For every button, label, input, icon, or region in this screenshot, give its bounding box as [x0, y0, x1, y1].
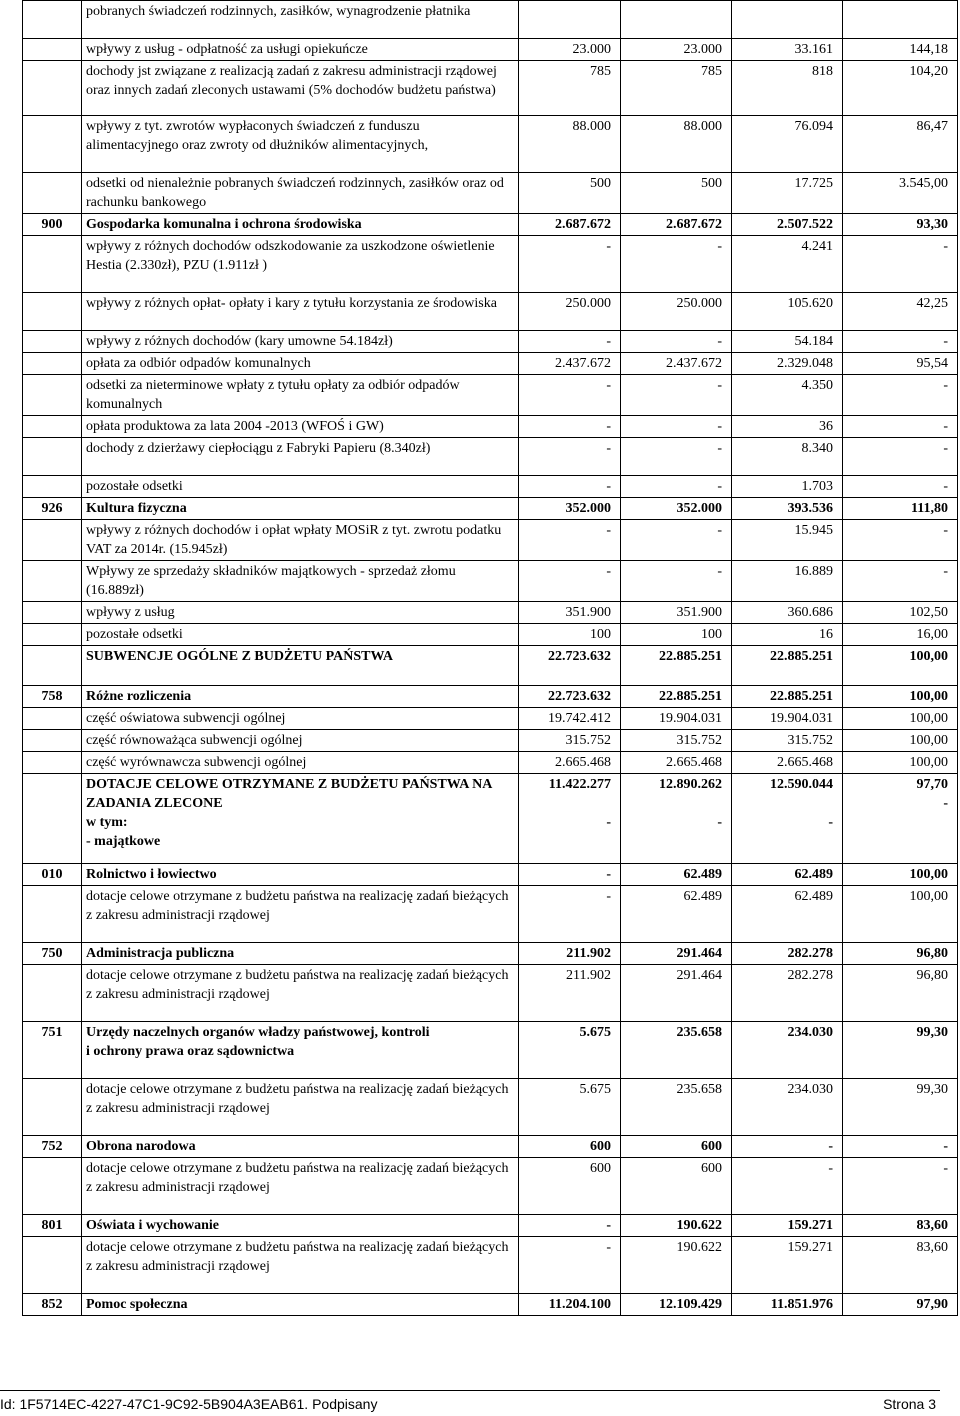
table-row	[23, 965, 958, 1022]
plan-after-changes-value: 62.489	[621, 886, 732, 943]
description: część oświatowa subwencji ogólnej	[82, 708, 519, 730]
description: opłata za odbiór odpadów komunalnych	[82, 353, 519, 375]
plan-after-changes-value: 600	[621, 1158, 732, 1215]
section-code	[23, 965, 82, 1022]
plan-value	[519, 1, 621, 39]
plan-value: -	[519, 236, 621, 293]
table-body	[23, 1, 958, 1316]
plan-after-changes-value: 291.464	[621, 943, 732, 965]
percent-value: 96,80	[843, 943, 958, 965]
table-row	[23, 1136, 958, 1158]
description: dotacje celowe otrzymane z budżetu państwa na realizację zadań bieżących z zakresu administracji rządowej	[82, 1158, 519, 1215]
execution-value: 1.703	[732, 476, 843, 498]
plan-after-changes-value: 190.622	[621, 1215, 732, 1237]
table-row	[23, 476, 958, 498]
execution-value: 360.686	[732, 602, 843, 624]
plan-value: 5.675	[519, 1079, 621, 1136]
percent-value: 99,30	[843, 1022, 958, 1079]
description: wpływy z usług - odpłatność za usługi opiekuńcze	[82, 39, 519, 61]
plan-value: 352.000	[519, 498, 621, 520]
description: dotacje celowe otrzymane z budżetu państwa na realizację zadań bieżących z zakresu administracji rządowej	[82, 1237, 519, 1294]
table-row	[23, 646, 958, 686]
plan-after-changes-value: 22.885.251	[621, 646, 732, 686]
percent-value: 100,00	[843, 752, 958, 774]
plan-after-changes-value: 500	[621, 173, 732, 214]
percent-value: 144,18	[843, 39, 958, 61]
plan-after-changes-value: 23.000	[621, 39, 732, 61]
execution-value: 2.665.468	[732, 752, 843, 774]
plan-value: 100	[519, 624, 621, 646]
plan-after-changes-value: 250.000	[621, 293, 732, 331]
table-row	[23, 1, 958, 39]
plan-value: 250.000	[519, 293, 621, 331]
plan-value: 11.422.277 -	[519, 774, 621, 864]
section-code	[23, 236, 82, 293]
percent-value: 97,90	[843, 1294, 958, 1316]
plan-value: -	[519, 561, 621, 602]
plan-after-changes-value: 2.437.672	[621, 353, 732, 375]
percent-value: 96,80	[843, 965, 958, 1022]
section-code	[23, 624, 82, 646]
plan-after-changes-value: -	[621, 331, 732, 353]
description: opłata produktowa za lata 2004 -2013 (WFOŚ i GW)	[82, 416, 519, 438]
percent-value: -	[843, 520, 958, 561]
description: wpływy z różnych dochodów odszkodowanie za uszkodzone oświetlenie Hestia (2.330zł), PZU (1.911zł )	[82, 236, 519, 293]
plan-after-changes-value: -	[621, 375, 732, 416]
execution-value: 17.725	[732, 173, 843, 214]
description: wpływy z różnych dochodów (kary umowne 54.184zł)	[82, 331, 519, 353]
section-code: 751	[23, 1022, 82, 1079]
plan-after-changes-value: 291.464	[621, 965, 732, 1022]
percent-value: 100,00	[843, 886, 958, 943]
description: Wpływy ze sprzedaży składników majątkowych - sprzedaż złomu (16.889zł)	[82, 561, 519, 602]
section-code: 852	[23, 1294, 82, 1316]
execution-value: 315.752	[732, 730, 843, 752]
description: Obrona narodowa	[82, 1136, 519, 1158]
percent-value: -	[843, 476, 958, 498]
table-row	[23, 1079, 958, 1136]
percent-value: -	[843, 331, 958, 353]
table-row	[23, 1022, 958, 1079]
execution-value: 54.184	[732, 331, 843, 353]
execution-value: 12.590.044 -	[732, 774, 843, 864]
plan-value: 2.687.672	[519, 214, 621, 236]
plan-after-changes-value	[621, 1, 732, 39]
section-code	[23, 438, 82, 476]
plan-after-changes-value: 22.885.251	[621, 686, 732, 708]
percent-value: 102,50	[843, 602, 958, 624]
execution-value: -	[732, 1158, 843, 1215]
description: wpływy z usług	[82, 602, 519, 624]
budget-revenue-table	[22, 0, 958, 1316]
percent-value: 100,00	[843, 646, 958, 686]
description: Gospodarka komunalna i ochrona środowiska	[82, 214, 519, 236]
plan-value: 5.675	[519, 1022, 621, 1079]
plan-value: 23.000	[519, 39, 621, 61]
execution-value: 33.161	[732, 39, 843, 61]
table-row	[23, 624, 958, 646]
execution-value: -	[732, 1136, 843, 1158]
percent-value: 95,54	[843, 353, 958, 375]
plan-after-changes-value: 351.900	[621, 602, 732, 624]
page-number: Strona 3	[883, 1396, 936, 1412]
execution-value: 2.507.522	[732, 214, 843, 236]
table-row	[23, 602, 958, 624]
percent-value: 42,25	[843, 293, 958, 331]
plan-after-changes-value: 88.000	[621, 116, 732, 173]
table-row	[23, 886, 958, 943]
table-row	[23, 438, 958, 476]
plan-value: -	[519, 476, 621, 498]
percent-value: 93,30	[843, 214, 958, 236]
plan-after-changes-value: -	[621, 561, 732, 602]
plan-value: 211.902	[519, 943, 621, 965]
table-row	[23, 293, 958, 331]
percent-value: 100,00	[843, 708, 958, 730]
plan-value: -	[519, 1237, 621, 1294]
table-row	[23, 1294, 958, 1316]
execution-value: 159.271	[732, 1237, 843, 1294]
percent-value: -	[843, 438, 958, 476]
execution-value: 11.851.976	[732, 1294, 843, 1316]
plan-after-changes-value: 62.489	[621, 864, 732, 886]
plan-after-changes-value: 100	[621, 624, 732, 646]
execution-value: 16	[732, 624, 843, 646]
table-row	[23, 774, 958, 864]
footer-divider	[0, 1390, 940, 1391]
description: wpływy z różnych dochodów i opłat wpłaty MOSiR z tyt. zwrotu podatku VAT za 2014r. (15.945zł)	[82, 520, 519, 561]
plan-after-changes-value: 600	[621, 1136, 732, 1158]
description: dotacje celowe otrzymane z budżetu państwa na realizację zadań bieżących z zakresu administracji rządowej	[82, 965, 519, 1022]
plan-value: 2.665.468	[519, 752, 621, 774]
table-row	[23, 353, 958, 375]
section-code	[23, 293, 82, 331]
plan-after-changes-value: 315.752	[621, 730, 732, 752]
plan-value: 11.204.100	[519, 1294, 621, 1316]
description: dochody z dzierżawy ciepłociągu z Fabryki Papieru (8.340zł)	[82, 438, 519, 476]
execution-value: 393.536	[732, 498, 843, 520]
execution-value: 15.945	[732, 520, 843, 561]
section-code	[23, 173, 82, 214]
plan-value: 785	[519, 61, 621, 116]
section-code	[23, 752, 82, 774]
percent-value: -	[843, 236, 958, 293]
plan-after-changes-value: -	[621, 520, 732, 561]
table-row	[23, 331, 958, 353]
plan-value: 22.723.632	[519, 646, 621, 686]
percent-value: -	[843, 1158, 958, 1215]
percent-value: 100,00	[843, 730, 958, 752]
plan-value: -	[519, 331, 621, 353]
percent-value	[843, 1, 958, 39]
section-code	[23, 39, 82, 61]
plan-value: 600	[519, 1158, 621, 1215]
section-code: 010	[23, 864, 82, 886]
plan-value: 600	[519, 1136, 621, 1158]
section-code: 752	[23, 1136, 82, 1158]
description: SUBWENCJE OGÓLNE Z BUDŻETU PAŃSTWA	[82, 646, 519, 686]
execution-value: 16.889	[732, 561, 843, 602]
plan-after-changes-value: -	[621, 236, 732, 293]
table-row	[23, 943, 958, 965]
plan-value: -	[519, 416, 621, 438]
percent-value: 97,70 -	[843, 774, 958, 864]
description: odsetki od nienależnie pobranych świadczeń rodzinnych, zasiłków oraz od rachunku bankowego	[82, 173, 519, 214]
percent-value: 111,80	[843, 498, 958, 520]
document-id: Id: 1F5714EC-4227-47C1-9C92-5B904A3EAB61. Podpisany	[0, 1396, 378, 1412]
execution-value: 818	[732, 61, 843, 116]
plan-value: 88.000	[519, 116, 621, 173]
execution-value: 105.620	[732, 293, 843, 331]
plan-after-changes-value: 12.890.262 -	[621, 774, 732, 864]
section-code	[23, 708, 82, 730]
section-code	[23, 730, 82, 752]
section-code	[23, 1158, 82, 1215]
execution-value: 36	[732, 416, 843, 438]
plan-value: -	[519, 1215, 621, 1237]
table-row	[23, 375, 958, 416]
percent-value: -	[843, 375, 958, 416]
description: dotacje celowe otrzymane z budżetu państwa na realizację zadań bieżących z zakresu administracji rządowej	[82, 1079, 519, 1136]
execution-value: 4.241	[732, 236, 843, 293]
plan-value: -	[519, 520, 621, 561]
table-row	[23, 708, 958, 730]
description: wpływy z różnych opłat- opłaty i kary z tytułu korzystania ze środowiska	[82, 293, 519, 331]
percent-value: 86,47	[843, 116, 958, 173]
execution-value: 234.030	[732, 1022, 843, 1079]
table-row	[23, 39, 958, 61]
description: Kultura fizyczna	[82, 498, 519, 520]
section-code	[23, 886, 82, 943]
section-code	[23, 1079, 82, 1136]
execution-value: 8.340	[732, 438, 843, 476]
description: część równoważąca subwencji ogólnej	[82, 730, 519, 752]
plan-after-changes-value: -	[621, 416, 732, 438]
table-row	[23, 752, 958, 774]
section-code	[23, 353, 82, 375]
section-code: 758	[23, 686, 82, 708]
table-row	[23, 1158, 958, 1215]
description: Rolnictwo i łowiectwo	[82, 864, 519, 886]
section-code: 900	[23, 214, 82, 236]
execution-value: 159.271	[732, 1215, 843, 1237]
section-code	[23, 476, 82, 498]
description: Pomoc społeczna	[82, 1294, 519, 1316]
description: Urzędy naczelnych organów władzy państwowej, kontroli i ochrony prawa oraz sądownictwa	[82, 1022, 519, 1079]
percent-value: 83,60	[843, 1215, 958, 1237]
plan-value: 211.902	[519, 965, 621, 1022]
table-row	[23, 730, 958, 752]
execution-value: 19.904.031	[732, 708, 843, 730]
plan-value: -	[519, 438, 621, 476]
plan-after-changes-value: 785	[621, 61, 732, 116]
plan-value: 351.900	[519, 602, 621, 624]
execution-value: 2.329.048	[732, 353, 843, 375]
table-row	[23, 416, 958, 438]
plan-value: 315.752	[519, 730, 621, 752]
section-code: 926	[23, 498, 82, 520]
section-code	[23, 646, 82, 686]
plan-value: -	[519, 864, 621, 886]
execution-value: 282.278	[732, 943, 843, 965]
description: wpływy z tyt. zwrotów wypłaconych świadczeń z funduszu alimentacyjnego oraz zwroty od dłużników alimentacyjnych,	[82, 116, 519, 173]
description: Administracja publiczna	[82, 943, 519, 965]
plan-value: 22.723.632	[519, 686, 621, 708]
section-code	[23, 331, 82, 353]
percent-value: 83,60	[843, 1237, 958, 1294]
description: pozostałe odsetki	[82, 476, 519, 498]
percent-value: -	[843, 1136, 958, 1158]
plan-value: -	[519, 375, 621, 416]
plan-after-changes-value: 235.658	[621, 1079, 732, 1136]
plan-after-changes-value: 2.687.672	[621, 214, 732, 236]
section-code	[23, 375, 82, 416]
plan-value: 500	[519, 173, 621, 214]
plan-value: 2.437.672	[519, 353, 621, 375]
percent-value: 100,00	[843, 864, 958, 886]
section-code	[23, 1237, 82, 1294]
percent-value: 16,00	[843, 624, 958, 646]
execution-value: 282.278	[732, 965, 843, 1022]
execution-value: 22.885.251	[732, 686, 843, 708]
section-code	[23, 116, 82, 173]
section-code	[23, 1, 82, 39]
table-row	[23, 498, 958, 520]
description: DOTACJE CELOWE OTRZYMANE Z BUDŻETU PAŃSTWA NA ZADANIA ZLECONE w tym: - majątkowe	[82, 774, 519, 864]
description: Oświata i wychowanie	[82, 1215, 519, 1237]
percent-value: 3.545,00	[843, 173, 958, 214]
table-row	[23, 1237, 958, 1294]
percent-value: -	[843, 561, 958, 602]
section-code	[23, 602, 82, 624]
description: dotacje celowe otrzymane z budżetu państwa na realizację zadań bieżących z zakresu administracji rządowej	[82, 886, 519, 943]
description: pobranych świadczeń rodzinnych, zasiłków, wynagrodzenie płatnika	[82, 1, 519, 39]
percent-value: 100,00	[843, 686, 958, 708]
section-code	[23, 416, 82, 438]
description: Różne rozliczenia	[82, 686, 519, 708]
execution-value: 62.489	[732, 886, 843, 943]
plan-value: 19.742.412	[519, 708, 621, 730]
section-code: 750	[23, 943, 82, 965]
description: część wyrównawcza subwencji ogólnej	[82, 752, 519, 774]
table-row	[23, 61, 958, 116]
plan-after-changes-value: 235.658	[621, 1022, 732, 1079]
description: dochody jst związane z realizacją zadań z zakresu administracji rządowej oraz innych zadań zleconych ustawami (5% dochodów budżetu państwa)	[82, 61, 519, 116]
section-code	[23, 520, 82, 561]
table-row	[23, 116, 958, 173]
table-row	[23, 686, 958, 708]
section-code	[23, 774, 82, 864]
plan-after-changes-value: 12.109.429	[621, 1294, 732, 1316]
percent-value: -	[843, 416, 958, 438]
table-row	[23, 1215, 958, 1237]
plan-after-changes-value: 2.665.468	[621, 752, 732, 774]
execution-value: 62.489	[732, 864, 843, 886]
execution-value	[732, 1, 843, 39]
table-row	[23, 520, 958, 561]
plan-after-changes-value: 190.622	[621, 1237, 732, 1294]
table-row	[23, 236, 958, 293]
plan-after-changes-value: 352.000	[621, 498, 732, 520]
plan-value: -	[519, 886, 621, 943]
section-code	[23, 61, 82, 116]
description: pozostałe odsetki	[82, 624, 519, 646]
execution-value: 22.885.251	[732, 646, 843, 686]
table-row	[23, 561, 958, 602]
plan-after-changes-value: 19.904.031	[621, 708, 732, 730]
section-code: 801	[23, 1215, 82, 1237]
plan-after-changes-value: -	[621, 476, 732, 498]
plan-after-changes-value: -	[621, 438, 732, 476]
percent-value: 99,30	[843, 1079, 958, 1136]
table-row	[23, 173, 958, 214]
execution-value: 234.030	[732, 1079, 843, 1136]
section-code	[23, 561, 82, 602]
table-row	[23, 214, 958, 236]
execution-value: 76.094	[732, 116, 843, 173]
description: odsetki za nieterminowe wpłaty z tytułu opłaty za odbiór odpadów komunalnych	[82, 375, 519, 416]
execution-value: 4.350	[732, 375, 843, 416]
table-row	[23, 864, 958, 886]
percent-value: 104,20	[843, 61, 958, 116]
